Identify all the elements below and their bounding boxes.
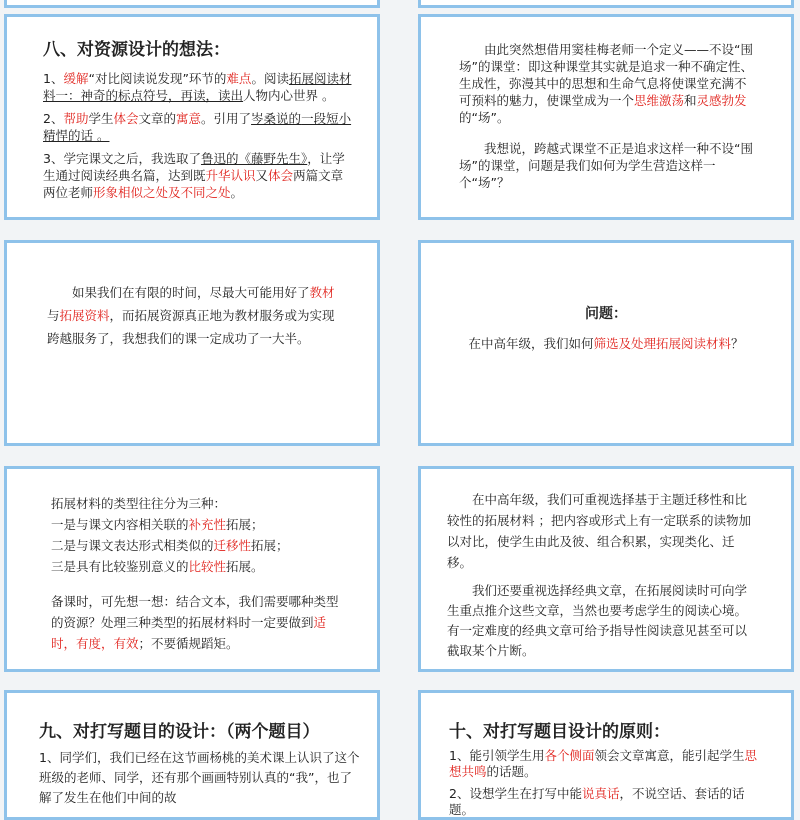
intro-line: 拓展材料的类型往往分为三种： [51,496,227,511]
paragraph-3: 3、学完课文之后，我选取了鲁迅的《藤野先生》，让学生通过阅读经典名篇，达到既升华认识又体会两篇文章两位老师形象相似之处及不同之处。 [43,151,345,200]
paragraph-1: 1、同学们，我们已经在这节画杨桃的美术课上认识了这个班级的老师、同学，还有那个画画特别认真的“我”，也了解了发生在他们中间的故 [39,750,360,805]
slide-selection-strategy [418,466,794,672]
slide-resource-design [4,14,380,220]
paragraph-1: 1、缓解“对比阅读说发现”环节的难点。阅读拓展阅读材料一：神奇的标点符号，再读，读出人物内心世界 。 [43,71,352,103]
paragraph-1: 在中高年级，我们可重视选择基于主题迁移性和比较性的拓展材料 ；把内容或形式上有一定联系的读物加以对比，使学生由此及彼、组合积累，实现类化、迁移。 [447,492,751,570]
type-line-1: 一是与课文内容相关联的补充性拓展； [51,517,264,532]
paragraph-2: 2、帮助学生体会文章的寓意。引用了岑桑说的一段短小精悍的话 。 [43,111,352,143]
slide-question [418,240,794,446]
slide-title: 问题： [585,306,627,322]
prev-slide-left-edge [4,0,380,8]
type-line-3: 三是具有比较鉴别意义的比较性拓展。 [51,559,264,574]
type-line-2: 二是与课文表达形式相类似的迁移性拓展； [51,538,289,553]
question-text: 在中高年级，我们如何筛选及处理拓展阅读材料？ [468,336,744,351]
slide-title: 十、对打写题目设计的原则： [449,722,670,742]
slide-limited-time [4,240,380,446]
paragraph-2: 2、设想学生在打写中能说真话，不说空话、套话的话题。 [449,786,745,817]
slide-material-types [4,466,380,672]
paragraph-1: 1、能引领学生用各个侧面领会文章寓意，能引起学生思想共鸣的话题。 [449,748,758,779]
paragraph-2: 我想说，跨越式课堂不正是追求这样一种不设“围场”的课堂，问题是我们如何为学生营造这样一个“场”？ [459,141,753,190]
slide-writing-topics [4,690,380,820]
slide-classroom-field [418,14,794,220]
paragraph-1: 如果我们在有限的时间，尽最大可能用好了教材与拓展资料，而拓展资源真正地为教材服务或为实现跨越服务了，我想我们的课一定成功了一大半。 [47,285,335,346]
slide-writing-principles [418,690,794,820]
paragraph-1: 由此突然想借用窦桂梅老师一个定义——不设“围场”的课堂：即这种课堂其实就是追求一种不确定性、生成性，弥漫其中的思想和生命气息将使课堂充满不可预料的魅力，使课堂成为一个思维激荡和灵感勃发的“场”。 [459,42,753,125]
slide-title: 八、对资源设计的想法： [43,40,230,60]
paragraph-2: 备课时，可先想一想：结合文本，我们需要哪种类型的资源？处理三种类型的拓展材料时一定要做到适时，有度，有效；不要循规蹈矩。 [51,594,339,651]
slide-title: 九、对打写题目的设计：（两个题目） [39,722,320,742]
paragraph-2: 我们还要重视选择经典文章，在拓展阅读时可向学生重点推介这些文章，当然也要考虑学生的阅读心境。有一定难度的经典文章可给予指导性阅读意见甚至可以截取某个片断。 [447,583,748,658]
prev-slide-right-edge [418,0,794,8]
